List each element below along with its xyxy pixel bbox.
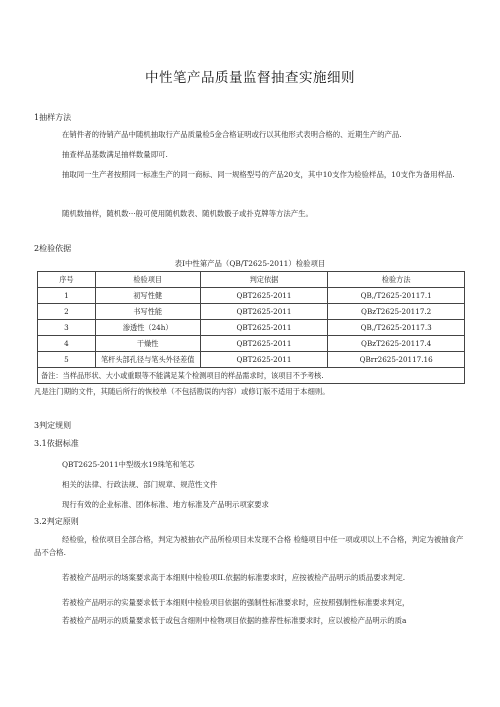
section-2-heading: 2检验依据: [34, 244, 72, 253]
table-cell: 1: [38, 288, 96, 304]
section-1-heading: 1抽样方法: [34, 113, 72, 122]
table-row: [38, 320, 465, 336]
table-header-cell: 序号: [38, 272, 96, 288]
table-row: [38, 288, 465, 304]
table-cell: QBT2625-2011: [200, 352, 328, 368]
table-header-cell: 判定依据: [200, 272, 328, 288]
rule-paragraph: 经检验，检依项目全部合格，判定为被抽衣产品所检项目未发现不合格 检缝项目中任一项或项以上不合格，判定为被抽食产品不合格.: [34, 535, 464, 557]
document-title: 中性笔产品质量监督抽查实施细则: [145, 70, 355, 86]
table-cell: QB,/T2625-20117.1: [328, 288, 465, 304]
rule-paragraph: 若被检产品明示的场案要求高于本细则中检验项II.依据的标准要求时，应按被检产品明示的质品要求判定.: [62, 573, 406, 582]
section-2-note-text: 凡是注门期的文件，其随后所行的恢校单（不包括勘误的内容）或修订版不适用于本细则。: [34, 387, 330, 396]
table-cell: 5: [38, 352, 96, 368]
inspection-items-table: [37, 271, 465, 384]
table-cell: QBT2625-2011: [200, 320, 328, 336]
rule-paragraph: 若被检产品明示的实量要求低于本细则中检验项目依据的强制性标准要求时，应按照强制性标准要求判定，: [62, 598, 410, 607]
table-cell: 初写性健: [95, 288, 200, 304]
section-1-paragraph: 抽取同一生产者按照同一标准生产的同一商标、同一规格型号的产品20支，其中10支作为检验样品，10支作为备用样品.: [62, 170, 455, 179]
standard-item: 相关的法律、行政法规、部门规章、规范性文件: [62, 480, 218, 489]
table-cell: QBT2625-2011: [200, 304, 328, 320]
table-cell: QBzT2625-20117.4: [328, 336, 465, 352]
standard-item: QBT2625-2011中型级水19珠笔和笔芯: [62, 460, 195, 469]
table-cell: 干燥性: [95, 336, 200, 352]
table-note: 备注：当样品形状、大小或重眼等不能满足某个检测项目的样品需求时，该项目不予考核.: [38, 368, 465, 384]
section-3-heading: 3判定规则: [34, 421, 72, 430]
section-1-paragraph: 随机数抽样，随机数···般可使用随机数表、随机数骰子或扑克牌等方法产生。: [62, 209, 313, 218]
table-note-row: [38, 368, 465, 384]
rule-paragraph: 若被检产品明示的质量要求低于或包含细则中检物项目依据的推荐性标准要求时，应以被检产品明示的质a: [62, 616, 407, 625]
section-1-paragraph: 在销件者的待销产品中随机抽取行产品质量检5金合格证明或行以其他形式表明合格的、近期生产的产品.: [62, 130, 402, 139]
table-row: [38, 352, 465, 368]
table-cell: 2: [38, 304, 96, 320]
table-cell: QBT2625-2011: [200, 336, 328, 352]
table-cell: QBrr2625-20117.16: [328, 352, 465, 368]
table-header-row: [38, 272, 465, 288]
table-cell: 渗透性（24h）: [95, 320, 200, 336]
table-row: [38, 336, 465, 352]
table-cell: QBT2625-2011: [200, 288, 328, 304]
table-header-cell: 检验方法: [328, 272, 465, 288]
standard-item: 现行有效的企业标准、团体标准、地方标准及产品明示项家要求: [62, 500, 269, 509]
table-cell: 书写性能: [95, 304, 200, 320]
table-row: [38, 304, 465, 320]
table-cell: QBzT2625-20117.2: [328, 304, 465, 320]
subsection-3-2-heading: 3.2判定原则: [34, 517, 79, 526]
table-caption: 表I中性第产品（QB/T2625-2011）检验项目: [174, 259, 326, 268]
table-header-cell: 检验项目: [95, 272, 200, 288]
table-cell: QB,/T2625-20117.3: [328, 320, 465, 336]
table-cell: 4: [38, 336, 96, 352]
table-cell: 3: [38, 320, 96, 336]
table-cell: 笔杆头部孔径与笔头外径差值: [95, 352, 200, 368]
subsection-3-1-heading: 3.1依据标准: [34, 439, 79, 448]
section-1-paragraph: 抽查样品基数满足抽样数量即可.: [62, 150, 168, 159]
